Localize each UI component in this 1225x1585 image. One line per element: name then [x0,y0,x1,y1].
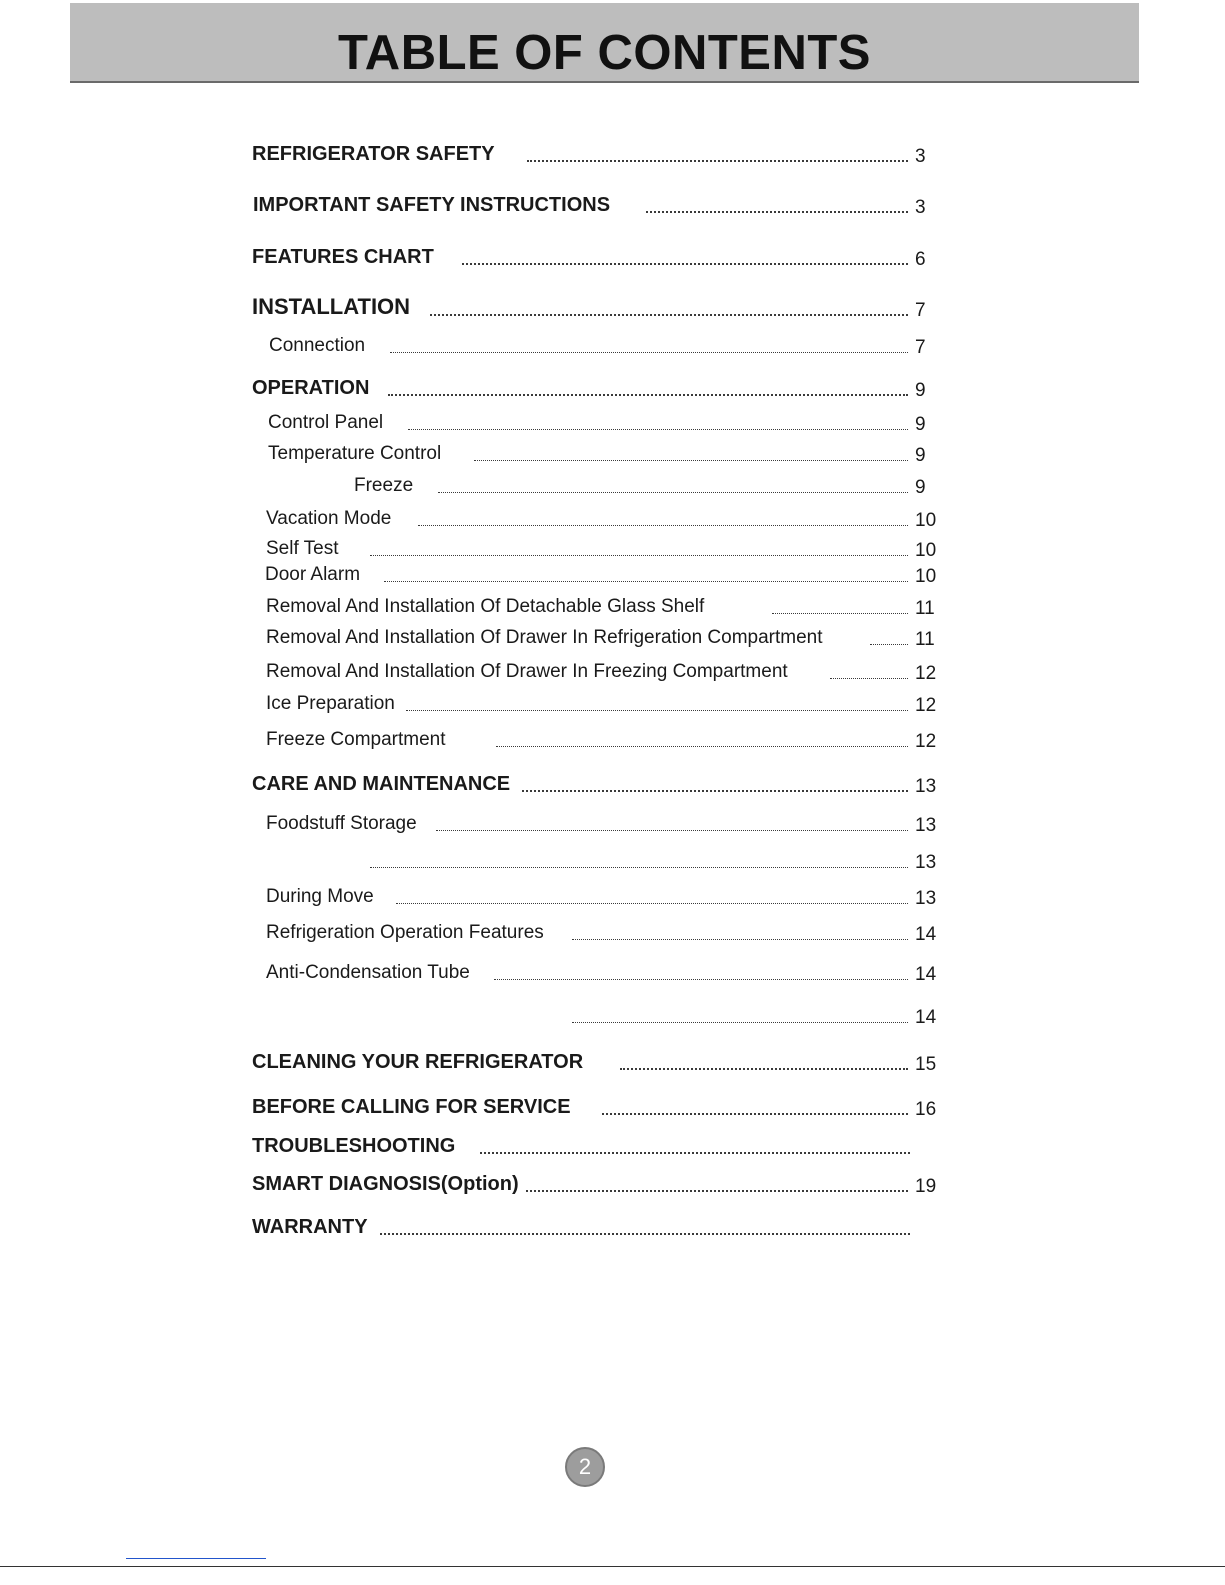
toc-dot-leader [406,710,908,711]
toc-entry-page: 10 [915,510,937,531]
toc-dot-leader [602,1113,908,1115]
toc-entry [252,727,942,753]
toc-dot-leader [646,211,908,213]
toc-entry-page: 14 [915,1007,937,1028]
toc-entry-label: Foodstuff Storage [266,813,417,834]
toc-entry [252,410,942,436]
toc-entry [252,884,942,910]
toc-entry [252,920,942,946]
toc-entry [252,811,942,837]
toc-entry [252,1003,942,1029]
toc-dot-leader [438,492,908,493]
toc-entry-label: TROUBLESHOOTING [252,1135,456,1157]
toc-dot-leader [430,314,908,316]
toc-dot-leader [496,746,908,747]
toc-entry-page: 9 [915,380,926,401]
toc-entry-page: 19 [915,1176,937,1197]
page-title: TABLE OF CONTENTS [338,26,871,80]
toc-entry-page: 12 [915,663,937,684]
toc-entry-page: 12 [915,731,937,752]
toc-entry-page: 10 [915,566,937,587]
toc-dot-leader [572,1022,908,1023]
toc-entry-page: 7 [915,300,926,321]
toc-entry [252,193,942,219]
toc-entry-label: CLEANING YOUR REFRIGERATOR [252,1051,584,1073]
toc-entry-label: Door Alarm [265,564,361,585]
toc-entry-page: 9 [915,414,926,435]
toc-entry-page: 3 [915,197,926,218]
toc-entry-page: 13 [915,888,937,909]
toc-dot-leader [462,263,908,265]
toc-dot-leader [370,867,908,868]
toc-entry-label: Self Test [266,538,339,559]
toc-dot-leader [380,1233,910,1235]
toc-entry-page: 12 [915,695,937,716]
toc-entry-label: Removal And Installation Of Drawer In Refrigeration Compartment [266,627,823,648]
toc-entry [252,1134,942,1160]
toc-entry-page: 11 [915,598,935,619]
toc-entry [252,1172,942,1198]
toc-entry-label: IMPORTANT SAFETY INSTRUCTIONS [253,194,611,216]
toc-entry [252,960,942,986]
toc-entry-page: 6 [915,249,926,270]
page-number-badge: 2 [565,1447,605,1487]
toc-entry-page: 3 [915,146,926,167]
toc-dot-leader [396,903,908,904]
toc-dot-leader [522,790,908,792]
toc-entry-label: FEATURES CHART [252,246,434,268]
toc-entry-page: 7 [915,337,926,358]
toc-dot-leader [474,460,908,461]
toc-entry [252,441,942,467]
toc-entry-label: CARE AND MAINTENANCE [252,773,511,795]
toc-entry-page: 11 [915,629,935,650]
toc-dot-leader [388,394,908,396]
toc-entry-page: 13 [915,852,937,873]
toc-dot-leader [436,830,908,831]
toc-entry-label: OPERATION [252,377,370,399]
toc-entry [252,848,942,874]
toc-entry-label: Ice Preparation [266,693,395,714]
footer-rule [0,1566,1225,1567]
toc-dot-leader [620,1068,908,1070]
toc-dot-leader [390,352,908,353]
toc-entry [252,506,942,532]
toc-dot-leader [572,939,908,940]
toc-dot-leader [527,160,908,162]
toc-dot-leader [830,678,908,679]
toc-entry-label: Temperature Control [268,443,442,464]
toc-entry [252,594,942,620]
toc-entry [252,1215,942,1241]
toc-entry-page: 10 [915,540,937,561]
toc-dot-leader [494,979,908,980]
toc-entry-label: WARRANTY [252,1216,368,1238]
toc-dot-leader [526,1190,908,1192]
toc-entry-label: SMART DIAGNOSIS(Option) [252,1173,519,1195]
toc-entry [252,772,942,798]
toc-entry [252,562,942,588]
toc-entry [252,691,942,717]
toc-entry [252,296,942,322]
toc-entry-label: Control Panel [268,412,384,433]
toc-entry-label: During Move [266,886,374,907]
toc-entry-page: 13 [915,776,937,797]
toc-dot-leader [480,1152,910,1154]
toc-entry-page: 9 [915,445,926,466]
toc-entry [252,473,942,499]
toc-entry-page: 14 [915,924,937,945]
toc-entry-label: Freeze Compartment [266,729,446,750]
toc-dot-leader [408,429,908,430]
toc-entry [252,333,942,359]
footer-link-underline [126,1558,266,1559]
toc-entry-page: 15 [915,1054,937,1075]
toc-entry [252,245,942,271]
toc-entry-page: 14 [915,964,937,985]
toc-entry-label: Refrigeration Operation Features [266,922,544,943]
toc-dot-leader [870,644,908,645]
toc-entry [252,625,942,651]
toc-dot-leader [772,613,908,614]
toc-entry [252,659,942,685]
toc-entry [252,536,942,562]
toc-entry-label: Removal And Installation Of Detachable Glass Shelf [266,596,705,617]
toc-dot-leader [418,525,908,526]
toc-entry-label: INSTALLATION [252,294,411,319]
toc-entry-label: Anti-Condensation Tube [266,962,470,983]
toc-entry-label: BEFORE CALLING FOR SERVICE [252,1096,571,1118]
toc-entry-label: REFRIGERATOR SAFETY [252,143,495,165]
toc-entry-label: Vacation Mode [266,508,392,529]
toc-entry-label: Connection [269,335,366,356]
toc-entry-label: Freeze [354,475,414,496]
toc-entry-page: 13 [915,815,937,836]
toc-dot-leader [370,555,908,556]
toc-entry-page: 9 [915,477,926,498]
toc-dot-leader [384,581,908,582]
toc-entry-label: Removal And Installation Of Drawer In Freezing Compartment [266,661,788,682]
toc-entry [252,142,942,168]
toc-entry [252,376,942,402]
toc-entry-page: 16 [915,1099,937,1120]
toc-entry [252,1050,942,1076]
toc-entry [252,1095,942,1121]
